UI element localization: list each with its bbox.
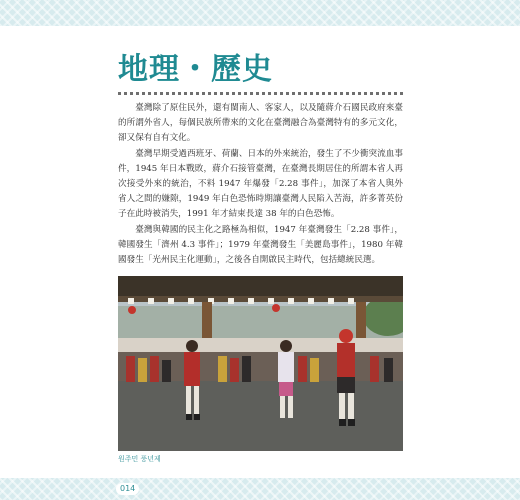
bottom-decorative-band xyxy=(0,478,520,500)
page-number: 014 xyxy=(116,483,139,495)
title-divider xyxy=(118,92,403,95)
paragraph-3: 臺灣與韓國的民主化之路極為相似，1947 年臺灣發生「2.28 事件」，韓國發生「濟州 4.3 事件」；1979 年臺灣發生「美麗島事件」，1980 年韓國發生「光州民主化運動」，之後各自開啟民主時代，包括總統民選。 xyxy=(118,224,403,266)
festival-photo-illustration xyxy=(118,276,403,451)
photo-caption: 원주민 풍년제 xyxy=(118,455,161,463)
festival-photo xyxy=(118,276,403,451)
paragraph-2: 臺灣早期受過西班牙、荷蘭、日本的外來統治，發生了不少衝突流血事件，1945 年日本戰敗，蔣介石接管臺灣，在臺灣長期居住的所謂本省人再次接受外來的統治，不料 1947 年爆發「2.28 事件」，加深了本省人與外省人之間的嫌隙，1949 年白色恐怖時期讓臺灣人民陷入苦海，許多菁英份子在此時被消失，1991 年才結束長達 38 年的白色恐怖。 xyxy=(118,148,403,220)
top-decorative-band xyxy=(0,0,520,26)
paragraph-1: 臺灣除了原住民外，還有閩南人、客家人，以及隨蔣介石國民政府來臺的所謂外省人，每個民族所帶來的文化在臺灣融合為臺灣特有的多元文化，卻又保有自有文化。 xyxy=(118,103,403,144)
body-text xyxy=(118,101,403,268)
page-title: 地理・歷史 xyxy=(118,52,273,87)
